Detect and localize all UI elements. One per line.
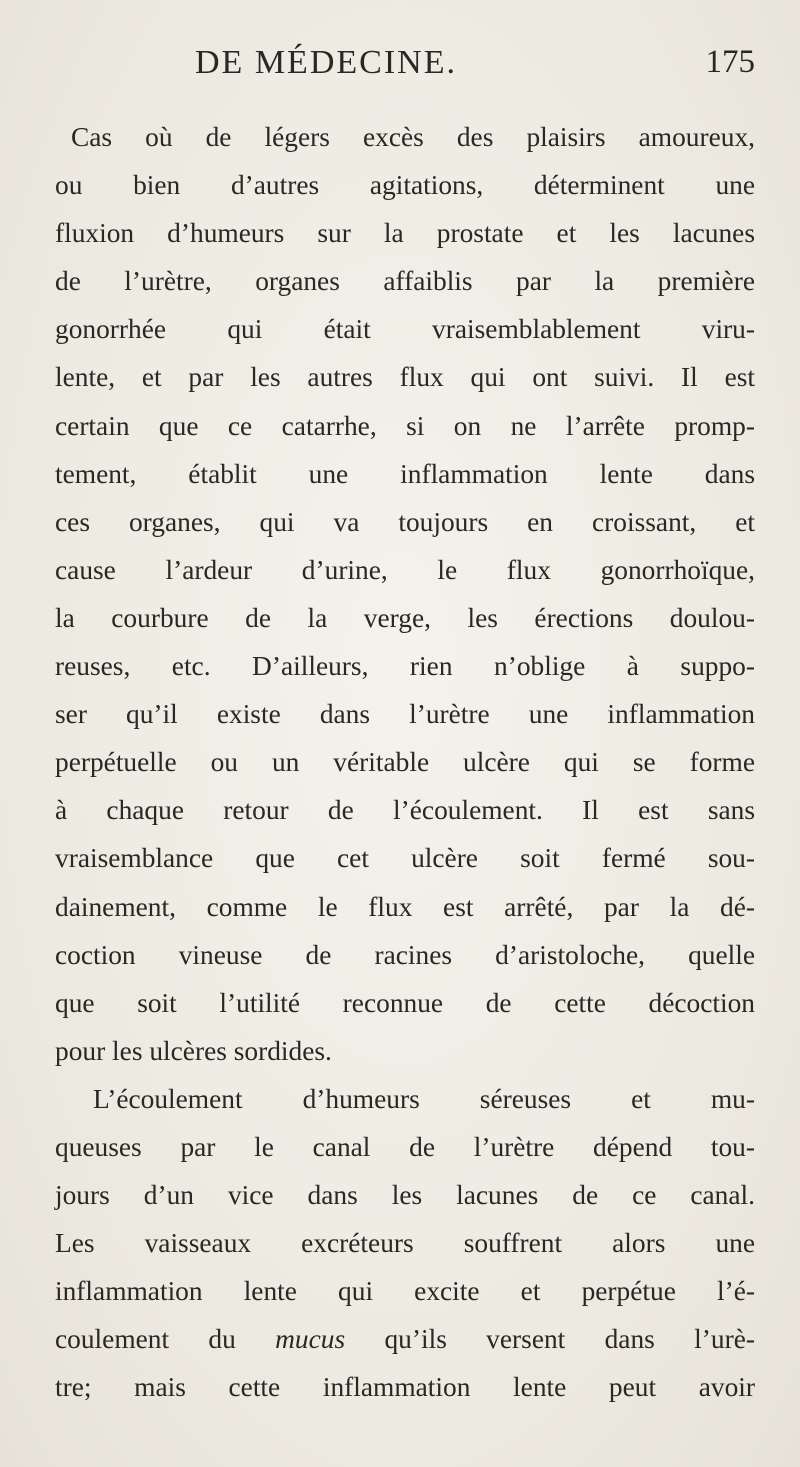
- text-line: certain que ce catarrhe, si on ne l’arrête promp-: [55, 410, 755, 441]
- text-line-mixed: [55, 1315, 755, 1363]
- text-segment: qu’ils versent dans l’urè-: [384, 1324, 755, 1355]
- italic-term: mucus: [275, 1324, 346, 1355]
- text-line: inflammation lente qui excite et perpétue l’é-: [55, 1276, 755, 1307]
- paragraph-2: [55, 1075, 755, 1412]
- text-line: Cas où de légers excès des plaisirs amoureux,: [71, 122, 755, 152]
- text-line: de l’urètre, organes affaiblis par la première: [55, 266, 755, 297]
- text-line: fluxion d’humeurs sur la prostate et les lacunes: [55, 218, 755, 249]
- text-line: ces organes, qui va toujours en croissant, et: [55, 506, 755, 537]
- body-text: [55, 113, 755, 1412]
- page-number: 175: [705, 44, 755, 80]
- text-line: à chaque retour de l’écoulement. Il est sans: [55, 795, 755, 826]
- text-line: L’écoulement d’humeurs séreuses et mu-: [93, 1083, 755, 1114]
- text-line: la courbure de la verge, les érections doulou-: [55, 602, 755, 633]
- text-line: gonorrhée qui était vraisemblablement viru-: [55, 314, 755, 345]
- text-line: tre; mais cette inflammation lente peut avoir: [55, 1372, 755, 1403]
- text-line: tement, établit une inflammation lente dans: [55, 458, 755, 489]
- running-title: DE MÉDECINE.: [195, 44, 457, 81]
- text-line: perpétuelle ou un véritable ulcère qui se forme: [55, 747, 755, 778]
- text-line: jours d’un vice dans les lacunes de ce canal.: [55, 1180, 755, 1211]
- text-segment: coulement du: [55, 1324, 236, 1355]
- text-line: ou bien d’autres agitations, déterminent une: [55, 170, 755, 201]
- text-line: cause l’ardeur d’urine, le flux gonorrhoïque,: [55, 554, 755, 585]
- text-line: dainement, comme le flux est arrêté, par la dé-: [55, 891, 755, 922]
- text-line: vraisemblance que cet ulcère soit fermé sou-: [55, 843, 755, 874]
- page-header: [195, 44, 755, 94]
- text-line: Les vaisseaux excréteurs souffrent alors une: [55, 1228, 755, 1259]
- text-line: pour les ulcères sordides.: [55, 1035, 332, 1066]
- text-line: que soit l’utilité reconnue de cette décoction: [55, 987, 755, 1018]
- paragraph-1: [55, 113, 755, 1075]
- text-line: queuses par le canal de l’urètre dépend tou-: [55, 1131, 755, 1162]
- text-line: ser qu’il existe dans l’urètre une inflammation: [55, 699, 755, 730]
- text-line: lente, et par les autres flux qui ont suivi. Il est: [55, 362, 755, 393]
- text-line: coction vineuse de racines d’aristoloche, quelle: [55, 939, 755, 970]
- text-line: reuses, etc. D’ailleurs, rien n’oblige à suppo-: [55, 651, 755, 682]
